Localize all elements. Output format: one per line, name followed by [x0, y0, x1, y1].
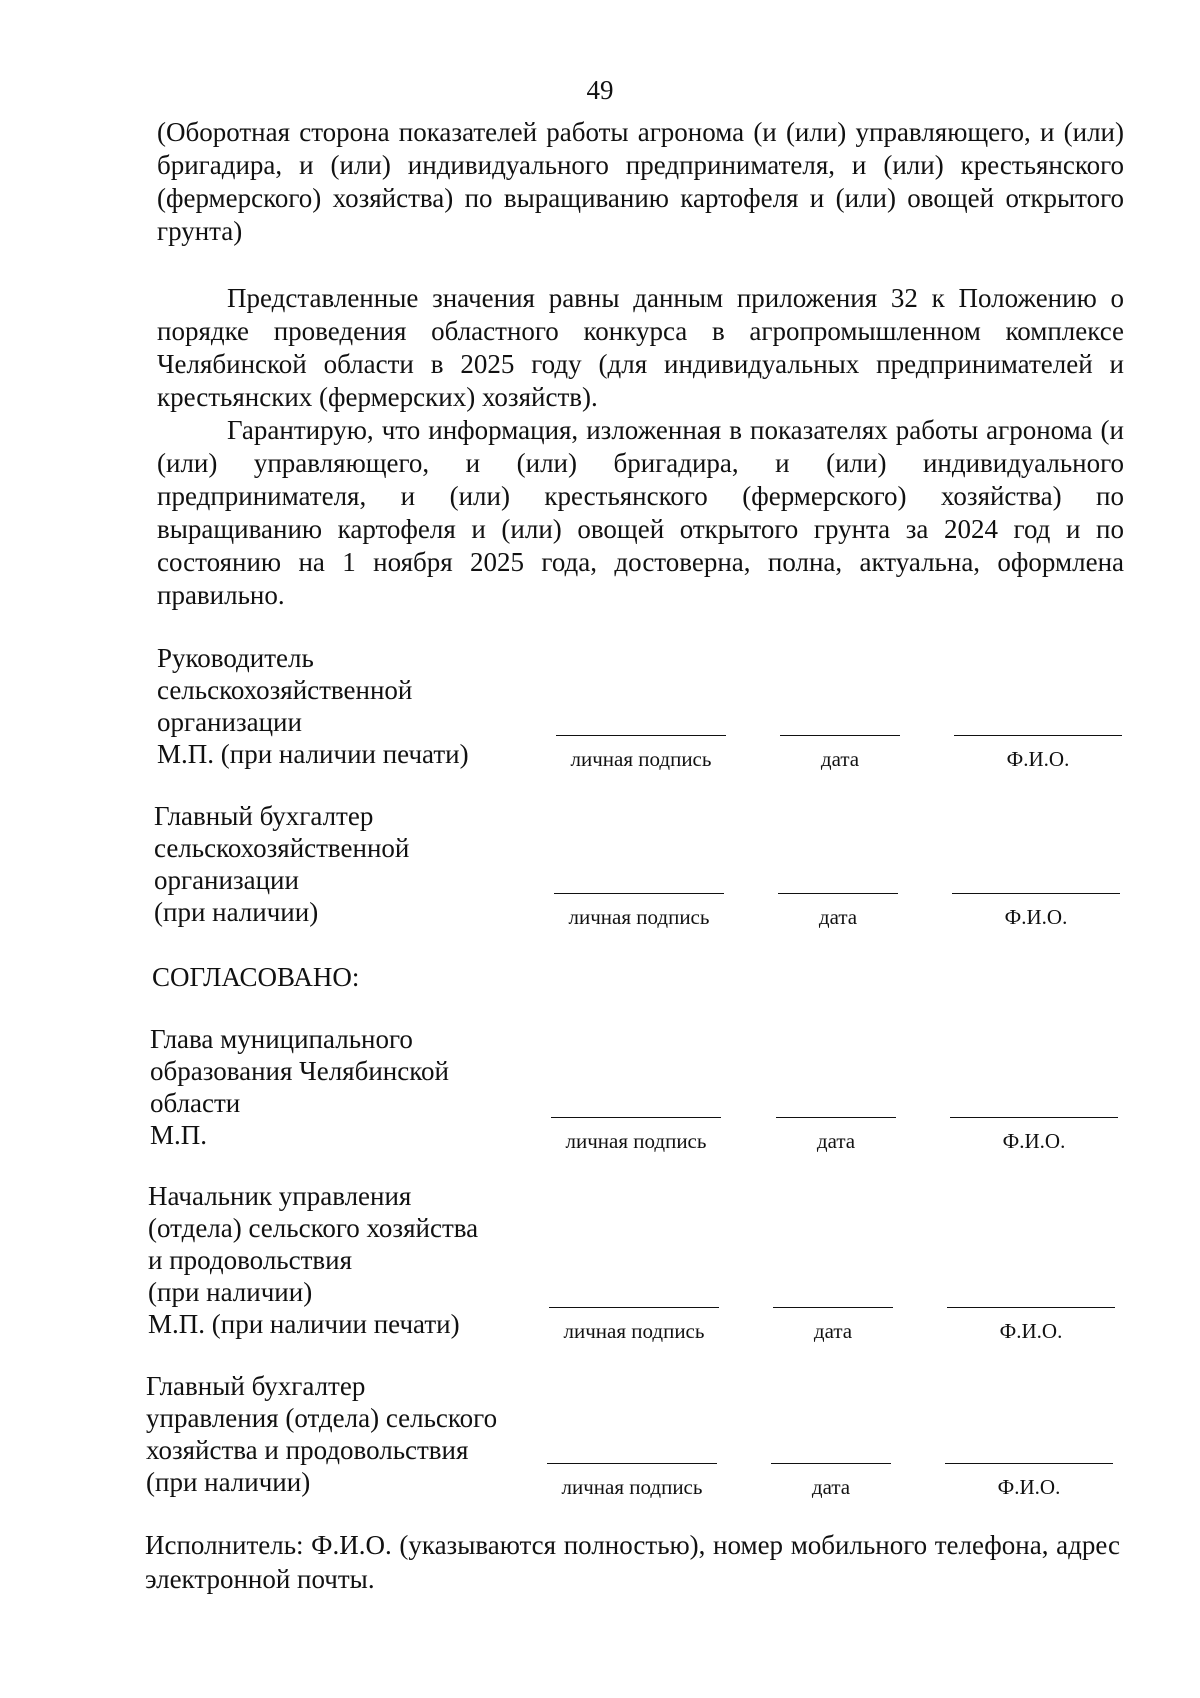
signature-caption: личная подпись [570, 747, 712, 771]
name-field[interactable] [945, 1463, 1113, 1500]
signatory-title: Главный бухгалтер сельскохозяйственной организации (при наличии) [154, 801, 410, 927]
signature-field[interactable] [554, 893, 724, 930]
executor-note: Исполнитель: Ф.И.О. (указываются полностью), номер мобильного телефона, адрес электронной почты. [145, 1530, 1120, 1594]
name-caption: Ф.И.О. [1004, 905, 1068, 929]
signature-field[interactable] [547, 1463, 717, 1500]
signatory-title: Руководитель сельскохозяйственной организации М.П. (при наличии печати) [157, 643, 469, 769]
name-field[interactable] [947, 1307, 1115, 1344]
name-caption: Ф.И.О. [1006, 747, 1070, 771]
header-note: (Оборотная сторона показателей работы агронома (и (или) управляющего, и (или) бригадира, и (или) индивидуального предпринимателя, и (или) крестьянского (фермерского) хозяйства) по выращиванию картофеля и (или) овощей открытого грунта) [157, 117, 1124, 246]
signature-caption: личная подпись [568, 905, 710, 929]
page-number: 49 [586, 75, 614, 105]
signature-caption: личная подпись [565, 1129, 707, 1153]
date-caption: дата [811, 1475, 851, 1499]
signature-field[interactable] [551, 1117, 721, 1154]
name-caption: Ф.И.О. [997, 1475, 1061, 1499]
signature-field[interactable] [556, 735, 726, 772]
date-field[interactable] [771, 1463, 891, 1500]
date-caption: дата [816, 1129, 856, 1153]
agreed-heading: СОГЛАСОВАНО: [152, 962, 360, 992]
date-caption: дата [820, 747, 860, 771]
name-caption: Ф.И.О. [1002, 1129, 1066, 1153]
signature-caption: личная подпись [563, 1319, 705, 1343]
date-field[interactable] [780, 735, 900, 772]
paragraph-guarantee: Гарантирую, что информация, изложенная в показателях работы агронома (и (или) управляющего, и (или) бригадира, и (или) индивидуального предпринимателя, и (или) крестьянского (фермерского) хозяйства) по выращиванию картофеля и (или) овощей открытого грунта за 2024 год и по состоянию на 1 ноября 2025 года, достоверна, полна, актуальна, оформлена правильно. [157, 415, 1124, 610]
name-field[interactable] [950, 1117, 1118, 1154]
name-caption: Ф.И.О. [999, 1319, 1063, 1343]
name-field[interactable] [952, 893, 1120, 930]
name-field[interactable] [954, 735, 1122, 772]
signature-caption: личная подпись [561, 1475, 703, 1499]
signatory-title: Начальник управления (отдела) сельского хозяйства и продовольствия (при наличии) М.П. (при наличии печати) [148, 1181, 479, 1339]
signatory-title: Главный бухгалтер управления (отдела) сельского хозяйства и продовольствия (при наличии) [146, 1371, 498, 1497]
signature-field[interactable] [549, 1307, 719, 1344]
paragraph-representation: Представленные значения равны данным приложения 32 к Положению о порядке проведения областного конкурса в агропромышленном комплексе Челябинской области в 2025 году (для индивидуальных предпринимателей и крестьянских (фермерских) хозяйств). [157, 283, 1124, 412]
date-caption: дата [813, 1319, 853, 1343]
date-field[interactable] [773, 1307, 893, 1344]
signatory-title: Глава муниципального образования Челябинской области М.П. [150, 1024, 449, 1150]
date-caption: дата [818, 905, 858, 929]
date-field[interactable] [778, 893, 898, 930]
date-field[interactable] [776, 1117, 896, 1154]
